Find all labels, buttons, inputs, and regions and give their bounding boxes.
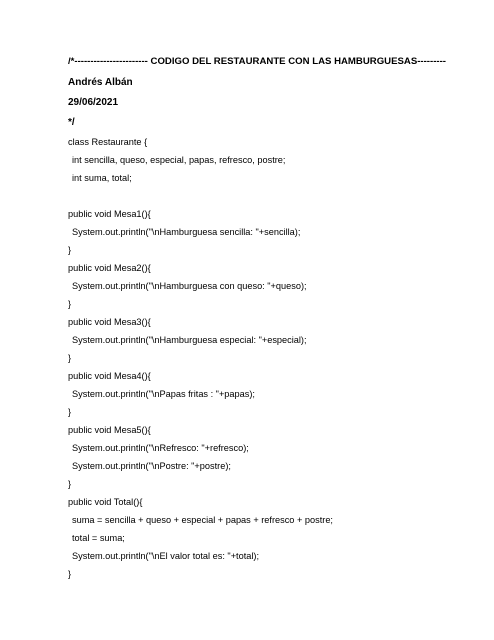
code-line-class-declaration: class Restaurante { — [68, 137, 148, 147]
code-line-field-declaration: int suma, total; — [72, 173, 132, 183]
code-line-method-signature: public void Total(){ — [68, 497, 143, 507]
code-line-closing-brace: } — [68, 479, 72, 489]
comment-close-line: */ — [68, 117, 75, 128]
code-line-statement: total = suma; — [72, 533, 125, 543]
code-line-method-signature: public void Mesa4(){ — [68, 371, 151, 381]
author-line: Andrés Albán — [68, 77, 133, 88]
code-line-closing-brace: } — [68, 407, 72, 417]
code-line-statement: System.out.println("\nPapas fritas : "+papas); — [72, 389, 255, 399]
code-line-statement: System.out.println("\nHamburguesa especial: "+especial); — [72, 335, 307, 345]
header-comment-line: /*----------------------- CODIGO DEL RESTAURANTE CON LAS HAMBURGUESAS--------- — [68, 56, 446, 67]
code-line-closing-brace: } — [68, 245, 72, 255]
code-line-statement: suma = sencilla + queso + especial + papas + refresco + postre; — [72, 515, 333, 525]
code-line-method-signature: public void Mesa5(){ — [68, 425, 151, 435]
date-line: 29/06/2021 — [68, 97, 119, 108]
code-line-statement: System.out.println("\nEl valor total es: "+total); — [72, 551, 260, 561]
code-line-statement: System.out.println("\nRefresco: "+refresco); — [72, 443, 249, 453]
code-line-method-signature: public void Mesa3(){ — [68, 317, 151, 327]
code-line-method-signature: public void Mesa1(){ — [68, 209, 151, 219]
code-line-field-declaration: int sencilla, queso, especial, papas, refresco, postre; — [72, 155, 286, 165]
code-line-closing-brace: } — [68, 299, 72, 309]
code-line-statement: System.out.println("\nHamburguesa sencilla: "+sencilla); — [72, 227, 301, 237]
code-line-closing-brace: } — [68, 353, 72, 363]
code-line-closing-brace: } — [68, 569, 72, 579]
code-line-method-signature: public void Mesa2(){ — [68, 263, 151, 273]
code-line-statement: System.out.println("\nHamburguesa con queso: "+queso); — [72, 281, 307, 291]
code-line-statement: System.out.println("\nPostre: "+postre); — [72, 461, 231, 471]
